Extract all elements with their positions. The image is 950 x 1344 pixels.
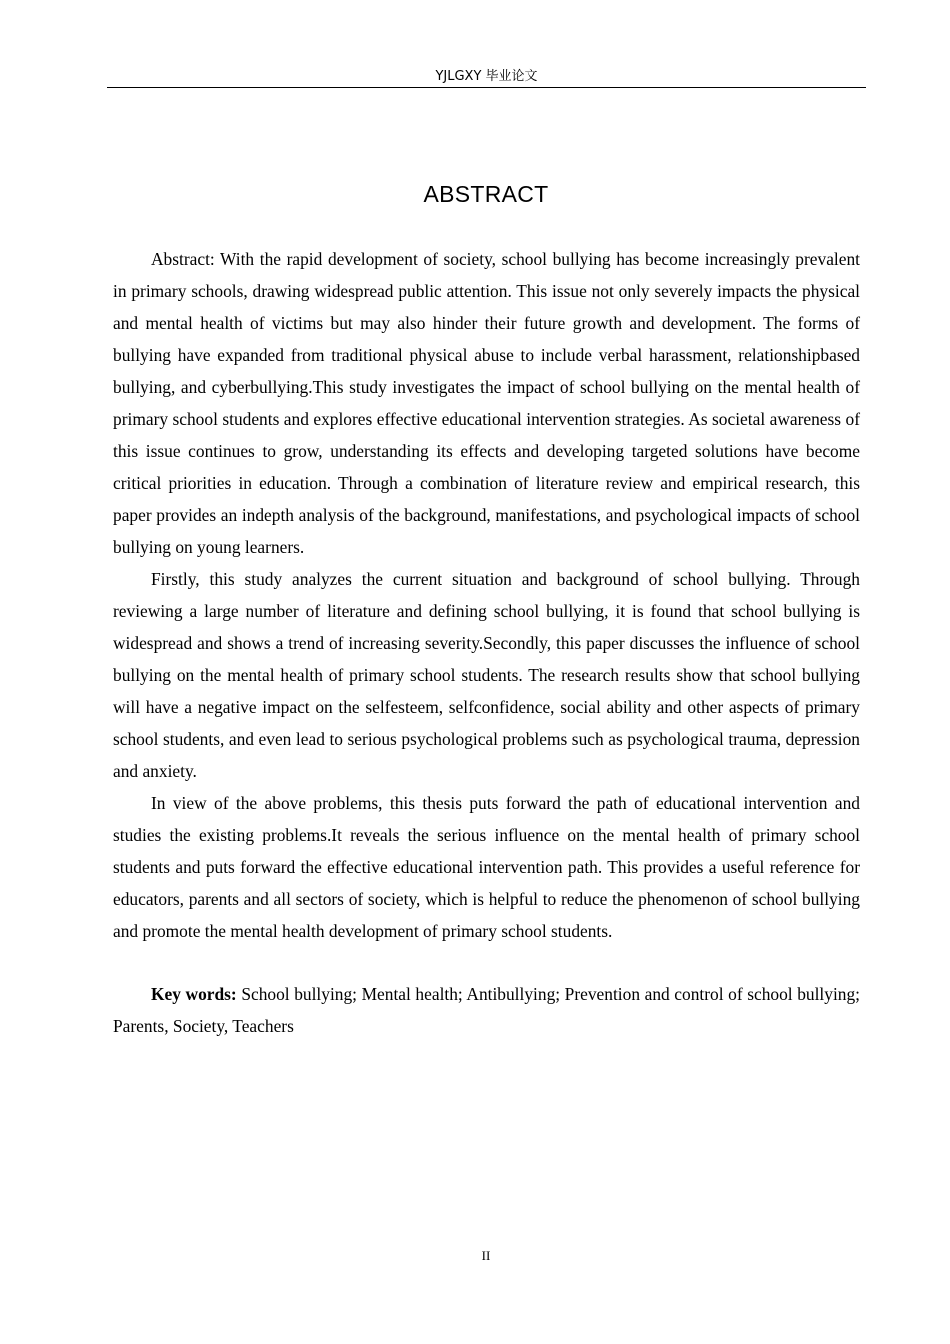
abstract-paragraph-1: Abstract: With the rapid development of society, school bullying has become increasingly prevalent in primary schools, drawing widespread public attention. This issue not only severely impacts the physical and mental health of victims but may also hinder their future growth and development. The forms of bullying have expanded from traditional physical abuse to include verbal harassment, relationshipbased bullying, and cyberbullying.This study investigates the impact of school bullying on the mental health of primary school students and explores effective educational intervention strategies. As societal awareness of this issue continues to grow, understanding its effects and developing targeted solutions have become critical priorities in education. Through a combination of literature review and empirical research, this paper provides an indepth analysis of the background, manifestations, and psychological impacts of school bullying on young learners. bbox=[113, 249, 860, 557]
header-text: YJLGXY 毕业论文 bbox=[435, 69, 538, 84]
abstract-paragraph-3: In view of the above problems, this thesis puts forward the path of educational intervention and studies the existing problems.It reveals the serious influence on the mental health of primary school students and puts forward the effective educational intervention path. This provides a useful reference for educators, parents and all sectors of society, which is helpful to reduce the phenomenon of school bullying and promote the mental health development of primary school students. bbox=[113, 793, 860, 941]
keywords-paragraph bbox=[113, 978, 860, 1042]
abstract-body bbox=[113, 243, 860, 1042]
keywords-label: Key words: bbox=[151, 984, 237, 1004]
abstract-paragraph-2: Firstly, this study analyzes the current situation and background of school bullying. Through reviewing a large number of literature and defining school bullying, it is found that school bullying is widespread and shows a trend of increasing severity.Secondly, this paper discusses the influence of school bullying on the mental health of primary school students. The research results show that school bullying will have a negative impact on the selfesteem, selfconfidence, social ability and other aspects of primary school students, and even lead to serious psychological problems such as psychological trauma, depression and anxiety. bbox=[113, 569, 860, 781]
page-number: II bbox=[481, 1248, 491, 1263]
page-header bbox=[107, 66, 866, 88]
keywords-text: School bullying; Mental health; Antibullying; Prevention and control of school bullying; Parents, Society, Teachers bbox=[113, 984, 860, 1036]
page-title: ABSTRACT bbox=[423, 181, 549, 207]
